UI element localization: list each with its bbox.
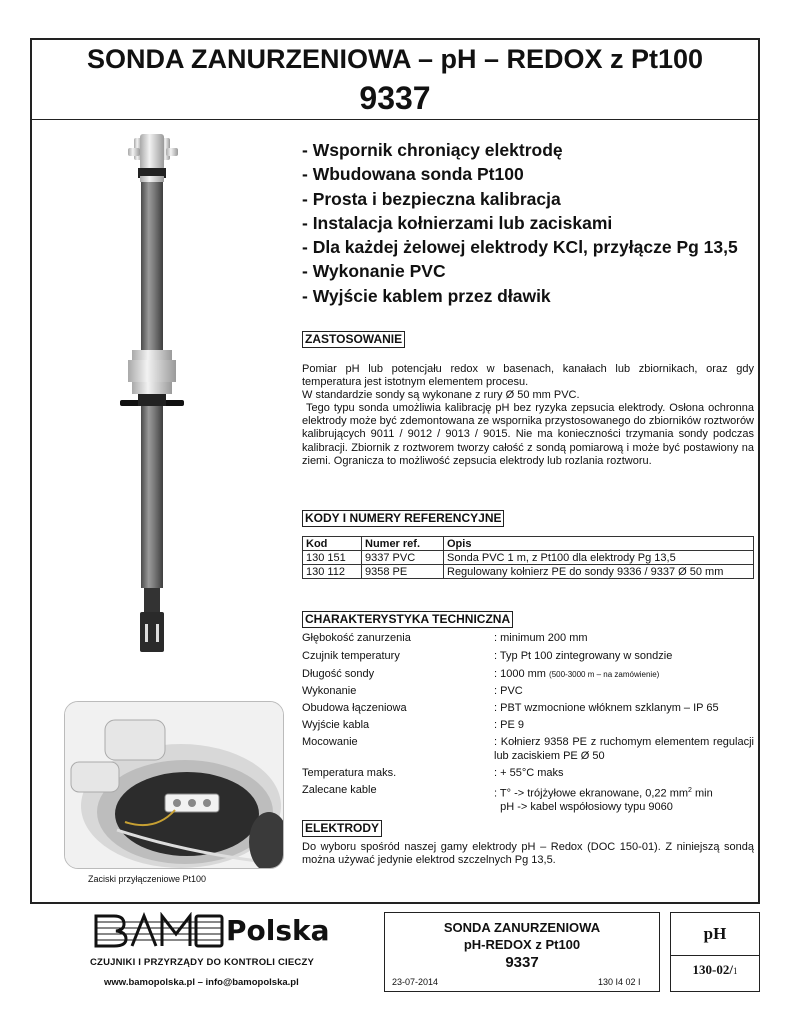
spec-value (494, 784, 754, 801)
footer-code: 130 I4 02 I (598, 977, 641, 987)
spec-value (494, 668, 754, 682)
footer-title-line3: 9337 (505, 954, 539, 971)
probe-illustration (118, 132, 190, 672)
feature-item: - Wspornik chroniący elektrodę (302, 140, 563, 160)
doc-title: SONDA ZANURZENIOWA – pH – REDOX z Pt100 (86, 44, 704, 74)
table-cell: Regulowany kołnierz PE do sondy 9336 / 9337 Ø 50 mm (444, 565, 754, 579)
spec-row (302, 767, 754, 781)
spec-label: Długość sondy (302, 668, 375, 680)
footer-divider (670, 955, 760, 956)
table-row (303, 551, 754, 565)
paragraph: Tego typu sonda umożliwia kalibrację pH bez ryzyka zepsucia elektrody. Osłona ochronna elektrody może być zdemontowana ze wspornika przystosowanego do zbiorników roztworów kalibrujących 9011 / 9012 / 9013 / 9015. Nie ma konieczności trzymania sondy podczas kalibracji. Zbiornik z roztworem tworzy całość z sondą pomiarową i może być postawiony na ziemi. Ogranicza to możliwość zepsucia elektrody lub rozlania roztworu. (302, 402, 758, 467)
spec-row (302, 736, 754, 764)
terminal-photo-illustration (65, 702, 284, 869)
spec-label: Czujnik temperatury (302, 650, 400, 662)
table-cell: 130 112 (303, 565, 362, 579)
spec-value-end: min (691, 787, 713, 800)
footer-title-line1: SONDA ZANURZENIOWA (443, 920, 601, 935)
feature-item: - Dla każdej żelowej elektrody KCl, przyłącze Pg 13,5 (302, 237, 738, 258)
photo-caption: Zaciski przyłączeniowe Pt100 (88, 874, 207, 884)
spec-label: Głębokość zanurzenia (302, 632, 411, 644)
spec-row (302, 650, 754, 664)
spec-value: : PBT wzmocnione włóknem szklanym – IP 65 (494, 702, 719, 714)
spec-label: Mocowanie (302, 736, 358, 748)
feature-list (302, 138, 738, 308)
doc-number-main: 130-02/ (692, 962, 733, 977)
spec-row (302, 719, 754, 733)
table-cell: Sonda PVC 1 m, z Pt100 dla elektrody Pg 13,5 (444, 551, 754, 565)
spec-value: pH -> kabel współosiowy typu 9060 (494, 801, 673, 813)
table-row (303, 565, 754, 579)
section-heading-zastosowanie: ZASTOSOWANIE (302, 331, 405, 348)
footer-doc-number (670, 962, 760, 978)
spec-label: Wykonanie (302, 685, 357, 697)
terminal-photo (64, 701, 284, 869)
company-contacts: www.bamopolska.pl – info@bamopolska.pl (104, 977, 299, 988)
logo-polska: Polska (226, 914, 330, 947)
spec-value: : Typ Pt 100 zintegrowany w sondzie (494, 650, 673, 662)
superscript: 2 (688, 787, 692, 794)
spec-value-main: : T° -> trójżyłowe ekranowane, 0,22 mm (494, 787, 689, 800)
spec-row (302, 685, 754, 699)
company-tagline: CZUJNIKI I PRZYRZĄDY DO KONTROLI CIECZY (90, 957, 315, 968)
doc-number-sub: 1 (732, 966, 738, 976)
feature-item: - Wykonanie PVC (302, 261, 446, 282)
bamo-logo-icon (92, 912, 224, 950)
spec-label: Temperatura maks. (302, 767, 397, 779)
spec-value: : minimum 200 mm (494, 632, 588, 644)
column-header: Numer ref. (362, 537, 444, 551)
feature-item: - Wbudowana sonda Pt100 (302, 164, 524, 185)
section-heading-charakterystyka: CHARAKTERYSTYKA TECHNICZNA (302, 611, 513, 628)
spec-value: : PVC (494, 685, 523, 697)
spec-row (302, 801, 754, 815)
table-header-row (303, 537, 754, 551)
spec-label: Zalecane kable (302, 784, 377, 796)
spec-row (302, 668, 754, 682)
spec-value-note: (500-3000 m – na zamówienie) (549, 670, 660, 679)
footer-date: 23-07-2014 (392, 977, 439, 987)
spec-value: : Kołnierz 9358 PE z ruchomym elementem regulacji lub zaciskiem PE Ø 50 (494, 736, 754, 762)
reference-table (302, 536, 754, 579)
zastosowanie-text (302, 363, 758, 468)
table-cell: 9337 PVC (362, 551, 444, 565)
spec-row (302, 702, 754, 716)
table-cell: 9358 PE (362, 565, 444, 579)
feature-item: - Instalacja kołnierzami lub zaciskami (302, 212, 613, 233)
column-header: Opis (444, 537, 754, 551)
column-header: Kod (303, 537, 362, 551)
elektrody-text: Do wyboru spośród naszej gamy elektrody pH – Redox (DOC 150-01). Z niniejszą sondą można używać jedynie elektrod szczelnych Pg 13,5. (302, 841, 754, 867)
paragraph: Pomiar pH lub potencjału redox w basenach, kanałach lub zbiornikach, oraz gdy temperatura jest istotnym elementem procesu. (302, 363, 754, 389)
spec-row (302, 632, 754, 646)
paragraph: W standardzie sondy są wykonane z rury Ø 50 mm PVC. (302, 389, 580, 402)
spec-value: : PE 9 (494, 719, 524, 731)
spec-value-main: : 1000 mm (494, 668, 546, 680)
feature-item: - Wyjście kablem przez dławik (302, 285, 551, 306)
section-heading-elektrody: ELEKTRODY (302, 820, 382, 837)
feature-item: - Prosta i bezpieczna kalibracja (302, 188, 561, 209)
spec-value: : + 55°C maks (494, 767, 564, 779)
table-cell: 130 151 (303, 551, 362, 565)
spec-row (302, 784, 754, 798)
section-heading-kody: KODY I NUMERY REFERENCYJNE (302, 510, 504, 527)
footer-title-line2: pH-REDOX z Pt100 (463, 937, 581, 952)
doc-model-number: 9337 (359, 80, 431, 116)
footer-category: pH (703, 924, 727, 943)
spec-label: Obudowa łączeniowa (302, 702, 407, 714)
spec-label: Wyjście kabla (302, 719, 370, 731)
